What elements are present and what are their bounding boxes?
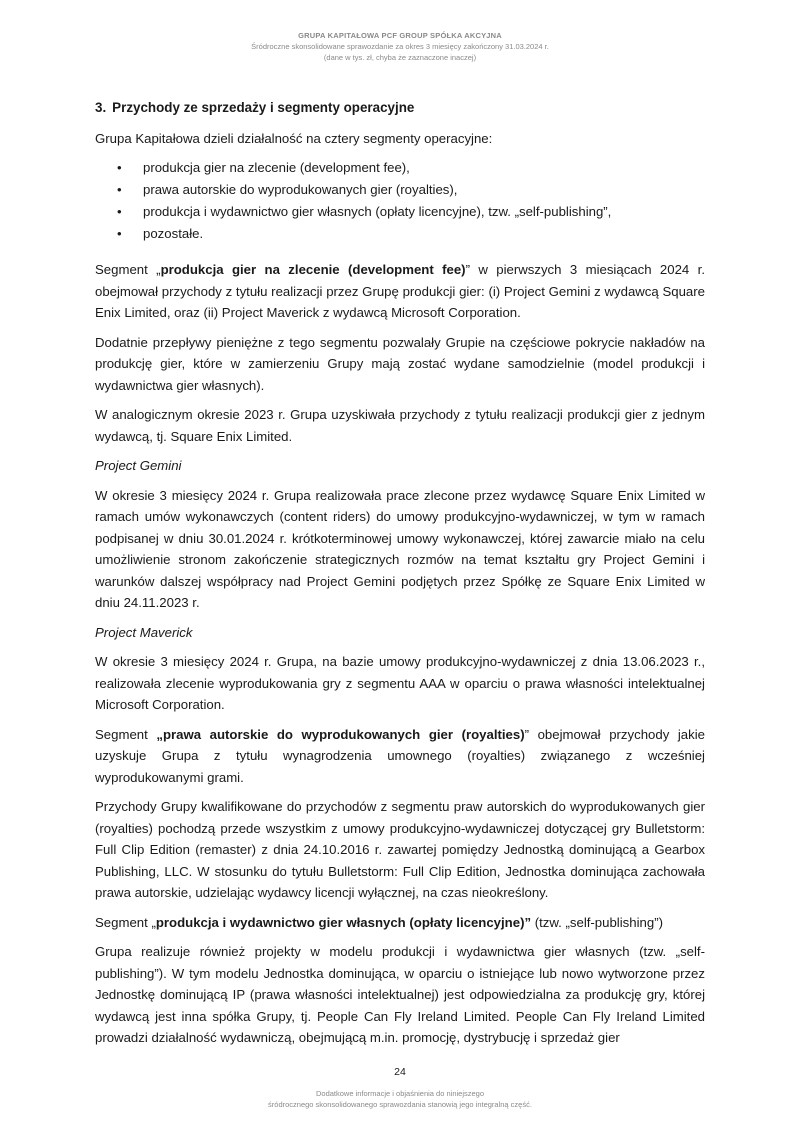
paragraph-prior-period: W analogicznym okresie 2023 r. Grupa uzyskiwała przychody z tytułu realizacji produkcji gier z jednym wydawcą, tj. Square Enix Limited. [95, 407, 705, 444]
segment-name-royalties: „prawa autorskie do wyprodukowanych gier (royalties) [156, 726, 525, 742]
paragraph-project-maverick: W okresie 3 miesięcy 2024 r. Grupa, na bazie umowy produkcyjno-wydawniczej z dnia 13.06.2023 r., realizowała zlecenie wyprodukowania gry z segmentu AAA w oparciu o prawa własności intelektualnej Microsoft Corporation. [95, 654, 705, 712]
header-report-title: Śródroczne skonsolidowane sprawozdanie za okres 3 miesięcy zakończony 31.03.2024 r. [251, 42, 549, 51]
bullet-icon: • [117, 182, 122, 197]
page-footer-note [0, 1088, 800, 1110]
header-units-note: (dane w tys. zł, chyba że zaznaczone inaczej) [323, 53, 477, 62]
section-number: 3. [95, 100, 107, 115]
segment-name-self-publishing: produkcja i wydawnictwo gier własnych (opłaty licencyjne)” [155, 914, 532, 930]
page-number: 24 [394, 1066, 406, 1078]
section-title [95, 97, 705, 119]
page-header [0, 30, 800, 63]
paragraph-self-publishing-heading: Segment „produkcja i wydawnictwo gier własnych (opłaty licencyjne)” (tzw. „self-publishing”) [95, 914, 663, 930]
segment-name-development-fee: produkcja gier na zlecenie (development fee) [160, 262, 466, 277]
segments-intro: Grupa Kapitałowa dzieli działalność na cztery segmenty operacyjne: [95, 130, 493, 146]
list-item: • prawa autorskie do wyprodukowanych gier (royalties), [95, 179, 705, 201]
paragraph-self-publishing: Grupa realizuje również projekty w modelu produkcji i wydawnictwa gier własnych (tzw. „self-publishing”). W tym modelu Jednostka dominująca, w oparciu o istniejące lub nowo wytworzone przez Jednostkę dominującą IP (prawa własności intelektualnej) jest odpowiedzialna za produkcję gry, której wydawcą jest inna spółka Grupy, tj. People Can Fly Ireland Limited. People Can Fly Ireland Limited prowadzi działalność wydawniczą, obejmującą m.in. promocję, dystrybucję i sprzedaż gier [95, 944, 705, 1045]
footer-note-line: śródrocznego skonsolidowanego sprawozdania stanowią jego integralną część. [268, 1100, 532, 1109]
list-item: • pozostałe. [95, 223, 705, 245]
header-company-name: GRUPA KAPITAŁOWA PCF GROUP SPÓŁKA AKCYJNA [298, 31, 502, 40]
list-item: • produkcja gier na zlecenie (development fee), [95, 157, 705, 179]
list-item: • produkcja i wydawnictwo gier własnych (opłaty licencyjne), tzw. „self-publishing”, [95, 201, 705, 223]
bullet-icon: • [117, 160, 122, 175]
bullet-icon: • [117, 204, 122, 219]
paragraph-cash-flows: Dodatnie przepływy pieniężne z tego segmentu pozwalały Grupie na częściowe pokrycie nakładów na produkcję gier, które w zamierzeniu Grupy mają zostać wydane samodzielnie (model produkcji i wydawnictwa gier własnych). [95, 334, 705, 393]
bullet-icon: • [117, 226, 122, 241]
segments-list [95, 157, 705, 245]
paragraph-project-gemini: W okresie 3 miesięcy 2024 r. Grupa realizowała prace zlecone przez wydawcę Square Enix Limited w ramach umów wykonawczych (content riders) do umowy produkcyjno-wydawniczej, w tym w ramach podpisanej w dniu 30.01.2024 r. krótkoterminowej umowy wykonawczej, której zawarcie miało na celu umożliwienie stronom zakończenie strategicznych rozmów na temat kształtu gry Project Gemini i warunków dalszej współpracy nad Project Gemini podjętych przez Spółkę ze Square Enix Limited w dniu 24.11.2023 r. [95, 487, 705, 610]
heading-project-gemini: Project Gemini [95, 458, 182, 473]
paragraph-development-fee: Segment „produkcja gier na zlecenie (development fee)” w pierwszych 3 miesiącach 2024 r. obejmował przychody z tytułu realizacji przez Grupę produkcji gier: (i) Project Gemini z wydawcą Square Enix Limited, oraz (ii) Project Maverick z wydawcą Microsoft Corporation. [95, 262, 705, 320]
section-title-text: Przychody ze sprzedaży i segmenty operacyjne [112, 100, 415, 115]
paragraph-bulletstorm: Przychody Grupy kwalifikowane do przychodów z segmentu praw autorskich do wyprodukowanych gier (royalties) pochodzą przede wszystkim z umowy produkcyjno-wydawniczej dotyczącej gry Bulletstorm: Full Clip Edition (remaster) z dnia 24.10.2016 r. zawartej pomiędzy Jednostką dominującą a Gearbox Publishing, LLC. W stosunku do tytułu Bulletstorm: Full Clip Edition, Jednostka dominująca zachowała prawa autorskie, udzielając wydawcy licencji wyłącznej, na czas nieokreślony. [95, 799, 705, 900]
heading-project-maverick: Project Maverick [95, 624, 193, 640]
footer-note-line: Dodatkowe informacje i objaśnienia do niniejszego [315, 1089, 485, 1098]
paragraph-royalties: Segment „prawa autorskie do wyprodukowanych gier (royalties)” obejmował przychody jakie uzyskuje Grupa z tytułu wynagrodzenia umownego (royalties) związanego z wcześniej wyprodukowanymi grami. [95, 726, 705, 785]
document-body [95, 97, 705, 1057]
